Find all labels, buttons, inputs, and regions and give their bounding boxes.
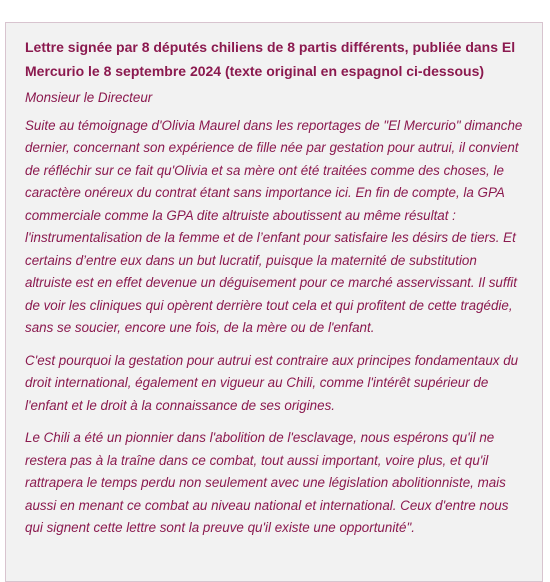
letter-paragraph-3: Le Chili a été un pionnier dans l'abolition de l'esclavage, nous espérons qu'il ne restera pas à la traîne dans ce combat, tout aussi important, voire plus, et qu'il rattrapera le temps perdu non seulement avec une législation abolitionniste, mais aussi en menant ce combat au niveau national et international. Ceux d'entre nous qui signent cette lettre sont la preuve qu'il existe une opportunité". [25, 430, 509, 535]
letter-heading: Lettre signée par 8 députés chiliens de 8 partis différents, publiée dans El Mercurio le 8 septembre 2024 (texte original en espagnol ci-dessous) [25, 39, 516, 79]
letter-content [6, 23, 542, 540]
letter-greeting: Monsieur le Directeur [25, 90, 153, 105]
letter-card [5, 22, 543, 582]
letter-paragraph-1: Suite au témoignage d'Olivia Maurel dans les reportages de "El Mercurio" dimanche dernier, concernant son expérience de fille née par gestation pour autrui, il convient de réfléchir sur ce fait qu'Olivia et sa mère ont été traitées comme des choses, le caractère onéreux du contrat étant sans importance ici. En fin de compte, la GPA commerciale comme la GPA dite altruiste aboutissent au même résultat : l'instrumentalisation de la femme et de l’enfant pour satisfaire les désirs de tiers. Et certains d’entre eux dans un but lucratif, puisque la maternité de substitution altruiste est en effet devenue un déguisement pour ce marché asservissant. Il suffit de voir les cliniques qui opèrent derrière tout cela et qui profitent de cette tragédie, sans se soucier, encore une fois, de la mère ou de l'enfant. [25, 117, 523, 335]
letter-paragraph-2: C'est pourquoi la gestation pour autrui est contraire aux principes fondamentaux du droit international, également en vigueur au Chili, comme l'intérêt supérieur de l'enfant et le droit à la connaissance de ses origines. [25, 352, 519, 413]
